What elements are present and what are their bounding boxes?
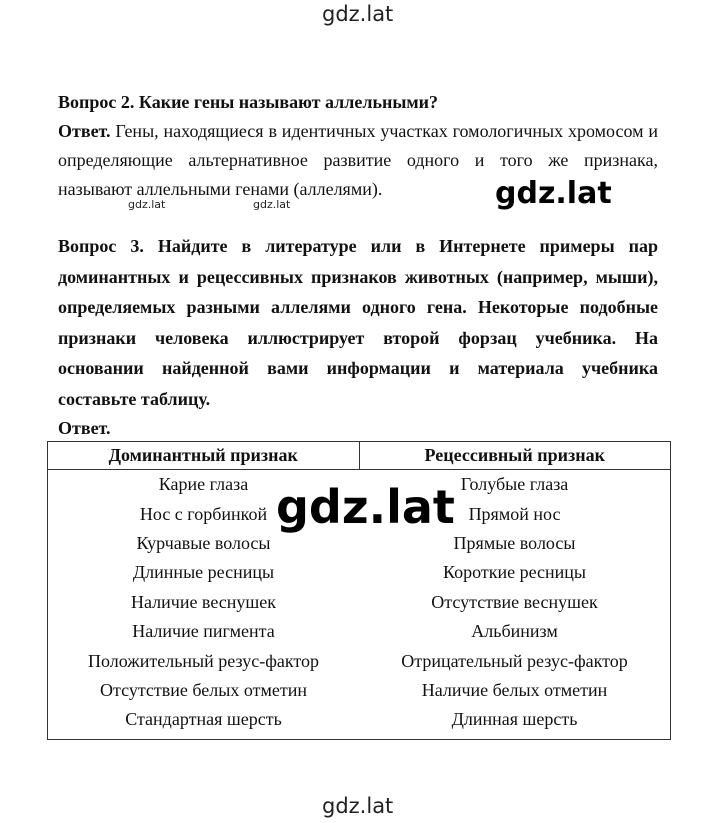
question-3-answer-label: Ответ. [58,418,111,438]
watermark-table: gdz.lat [276,480,455,534]
dominant-cell: Наличие веснушек [131,591,276,612]
header-dominant: Доминантный признак [48,442,360,470]
question-3-title: Вопрос 3. Найдите в литературе или в Интернете примеры пар доминантных и рецессивных признаков животных (например, мыши), определяемых разными аллелями одного гена. Некоторые подобные признаки человека иллюстрирует второй форзац учебника. На основании найденной вами информации и материала учебника составьте таблицу. [58,236,658,409]
watermark-mid: gdz.lat [495,176,612,211]
table-row [48,676,671,705]
header-recessive: Рецессивный признак [359,442,671,470]
table-row [48,617,671,646]
question-2-title: Вопрос 2. Какие гены называют аллельными? [58,92,439,112]
dominant-cell: Отсутствие белых отметин [99,679,308,700]
recessive-cell: Голубые глаза [460,474,569,495]
watermark-top: gdz.lat [322,2,394,26]
dominant-cell: Длинные ресницы [132,562,275,583]
watermark-small-1: gdz.lat [128,198,166,211]
table-row [48,588,671,617]
recessive-cell: Прямые волосы [453,532,576,553]
answer-label: Ответ. [58,121,111,141]
table-row [48,646,671,675]
dominant-cell: Курчавые волосы [136,532,271,553]
table-header-row [48,442,671,470]
table-row [48,558,671,587]
dominant-cell: Карие глаза [158,474,249,495]
table-row [48,705,671,739]
answer-text: Гены, находящиеся в идентичных участках гомологичных хромосом и определяющие альтернативное развитие одного и того же признака, называют аллельными генами (аллелями). [58,121,658,199]
recessive-cell: Отсутствие веснушек [431,591,598,612]
recessive-cell: Короткие ресницы [442,562,587,583]
dominant-cell: Положительный резус-фактор [88,650,319,671]
dominant-cell: Нос с горбинкой [139,503,268,524]
dominant-cell: Наличие пигмента [132,621,275,642]
watermark-bottom: gdz.lat [322,794,394,818]
recessive-cell: Альбинизм [471,621,558,642]
recessive-cell: Наличие белых отметин [421,679,608,700]
watermark-small-2: gdz.lat [253,198,291,211]
recessive-cell: Отрицательный резус-фактор [401,650,628,671]
dominant-cell: Стандартная шерсть [125,709,282,730]
recessive-cell: Прямой нос [468,503,561,524]
recessive-cell: Длинная шерсть [451,709,578,730]
